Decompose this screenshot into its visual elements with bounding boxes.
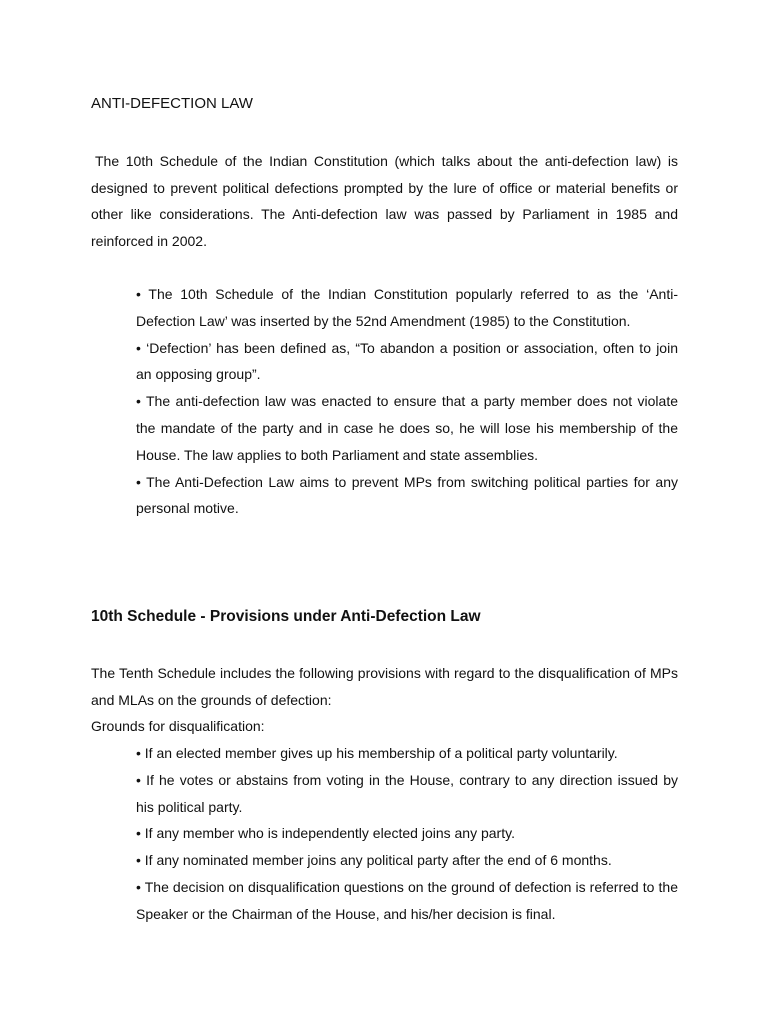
list-item: • The Anti-Defection Law aims to prevent MPs from switching political parties for any personal motive. [136, 473, 678, 517]
list-item: • The decision on disqualification questions on the ground of defection is referred to the Speaker or the Chairman of the House, and his/her decision is final. [136, 878, 678, 922]
provisions-intro-text: The Tenth Schedule includes the following provisions with regard to the disqualification of MPs and MLAs on the grounds of defection: [91, 665, 678, 708]
bullet-list-grounds [136, 740, 678, 928]
section-title-provisions: 10th Schedule - Provisions under Anti-Defection Law [91, 608, 481, 625]
intro-paragraph [91, 148, 678, 254]
intro-text: The 10th Schedule of the Indian Constitution (which talks about the anti-defection law) is designed to prevent political defections prompted by the lure of office or material benefits or other like considerations. The Anti-defection law was passed by Parliament in 1985 and reinforced in 2002. [91, 153, 678, 249]
grounds-label: Grounds for disqualification: [91, 718, 265, 734]
list-item: • ‘Defection’ has been defined as, “To abandon a position or association, often to join an opposing group”. [136, 339, 678, 383]
list-item: • If any nominated member joins any political party after the end of 6 months. [136, 852, 612, 869]
list-item: • The 10th Schedule of the Indian Constitution popularly referred to as the ‘Anti-Defection Law’ was inserted by the 52nd Amendment (1985) to the Constitution. [136, 286, 678, 329]
list-item: • If he votes or abstains from voting in the House, contrary to any direction issued by his political party. [136, 771, 678, 815]
bullet-list-overview [136, 281, 678, 522]
provisions-paragraph [91, 660, 678, 740]
list-item: • If an elected member gives up his membership of a political party voluntarily. [136, 745, 618, 761]
list-item: • The anti-defection law was enacted to ensure that a party member does not violate the mandate of the party and in case he does so, he will lose his membership of the House. The law applies to both Parliament and state assemblies. [136, 393, 678, 463]
list-item: • If any member who is independently elected joins any party. [136, 825, 515, 842]
document-title: ANTI-DEFECTION LAW [91, 95, 253, 112]
